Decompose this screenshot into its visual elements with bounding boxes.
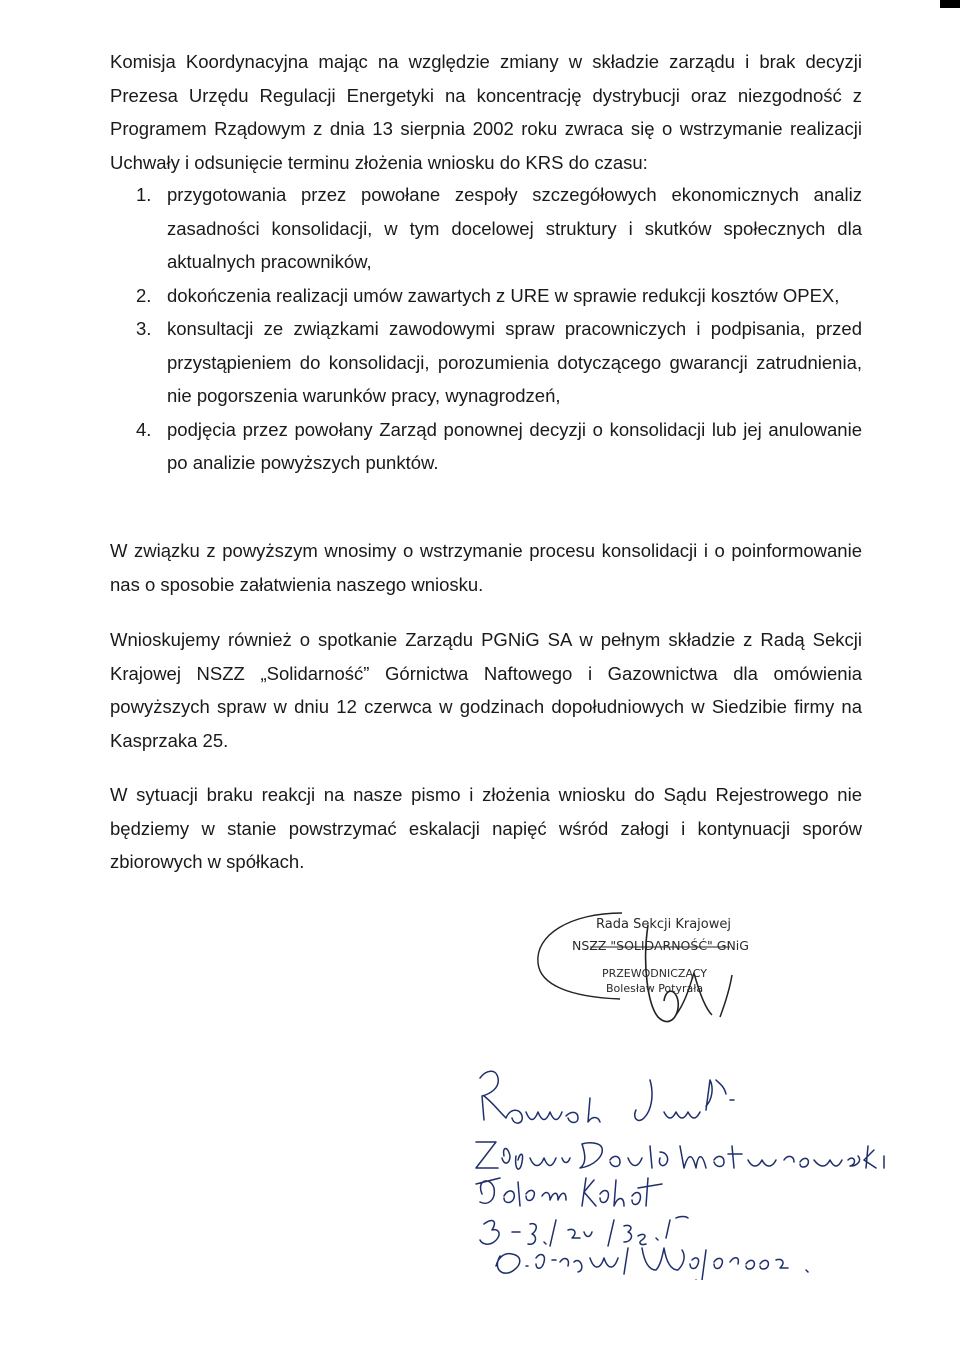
list-item xyxy=(110,279,862,313)
union-stamp xyxy=(530,905,770,1055)
signature-date xyxy=(480,1217,688,1247)
list-item-text: dokończenia realizacji umów zawartych z URE w sprawie redukcji kosztów OPEX, xyxy=(167,284,840,306)
corner-mark xyxy=(940,0,960,8)
list-number: 2. xyxy=(136,284,152,306)
stamp-line-council: Rada Sekcji Krajowej xyxy=(596,917,731,932)
stamp-line-title: PRZEWODNICZĄCY xyxy=(602,967,707,980)
list-item xyxy=(110,312,862,413)
request-paragraph: W związku z powyższym wnosimy o wstrzymanie procesu konsolidacji i o poinformowanie nas o sposobie załatwienia naszego wniosku. xyxy=(110,540,862,595)
list-number: 4. xyxy=(136,418,152,440)
escalation-paragraph: W sytuacji braku reakcji na nasze pismo i złożenia wniosku do Sądu Rejestrowego nie będziemy w stanie powstrzymać eskalacji napięć wśród załogi i kontynuacji sporów zbiorowych w spółkach. xyxy=(110,784,862,872)
handwritten-signatures xyxy=(380,1060,920,1280)
signature-romuald xyxy=(480,1071,600,1123)
list-item-text: podjęcia przez powołany Zarząd ponownej decyzji o konsolidacji lub jej anulowanie po analizie powyższych punktów. xyxy=(167,418,862,473)
signature-dariusz xyxy=(496,1248,808,1280)
list-item xyxy=(110,178,862,279)
list-item-text: konsultacji ze związkami zawodowymi spraw pracowniczych i podpisania, przed przystąpieniem do konsolidacji, porozumienia dotyczącego gwarancji zatrudnienia, nie pogorszenia warunków pracy, wynagrodzeń, xyxy=(167,318,862,406)
signature-kohut xyxy=(582,1178,662,1206)
signature-matusewski xyxy=(680,1146,884,1168)
signature-zbigniew xyxy=(476,1142,668,1169)
intro-paragraph: Komisja Koordynacyjna mając na względzie zmiany w składzie zarządu i brak decyzji Prezesa Urzędu Regulacji Energetyki na koncentrację dystrybucji oraz niezgodność z Programem Rządowym z dnia 13 sierpnia 2002 roku zwraca się o wstrzymanie realizacji Uchwały i odsunięcie terminu złożenia wniosku do KRS do czasu: xyxy=(110,51,862,173)
list-number: 1. xyxy=(136,184,152,205)
list-number: 3. xyxy=(136,318,152,339)
signature-jemiolko xyxy=(635,1080,734,1120)
meeting-request-paragraph: Wnioskujemy również o spotkanie Zarządu PGNiG SA w pełnym składzie z Radą Sekcji Krajowej NSZZ „Solidarność” Górnictwa Naftowego i Gazownictwa dla omówienia powyższych spraw w dniu 12 czerwca w godzinach dopołudniowych w Siedzibie firmy na Kasprzaka 25. xyxy=(110,629,862,751)
list-item-text: przygotowania przez powołane zespoły szczegółowych ekonomicznych analiz zasadności konsolidacji, w tym docelowej struktury i skutków społecznych dla aktualnych pracowników, xyxy=(167,184,862,272)
stamp-line-name: Bolesław Potyrała xyxy=(606,982,704,995)
list-item xyxy=(110,413,862,480)
stamp-line-union: NSZZ "SOLIDARNOŚĆ" GNiG xyxy=(572,938,749,953)
signature-adam xyxy=(476,1178,566,1206)
demands-list xyxy=(110,178,862,480)
signatures-drawing xyxy=(380,1060,920,1280)
